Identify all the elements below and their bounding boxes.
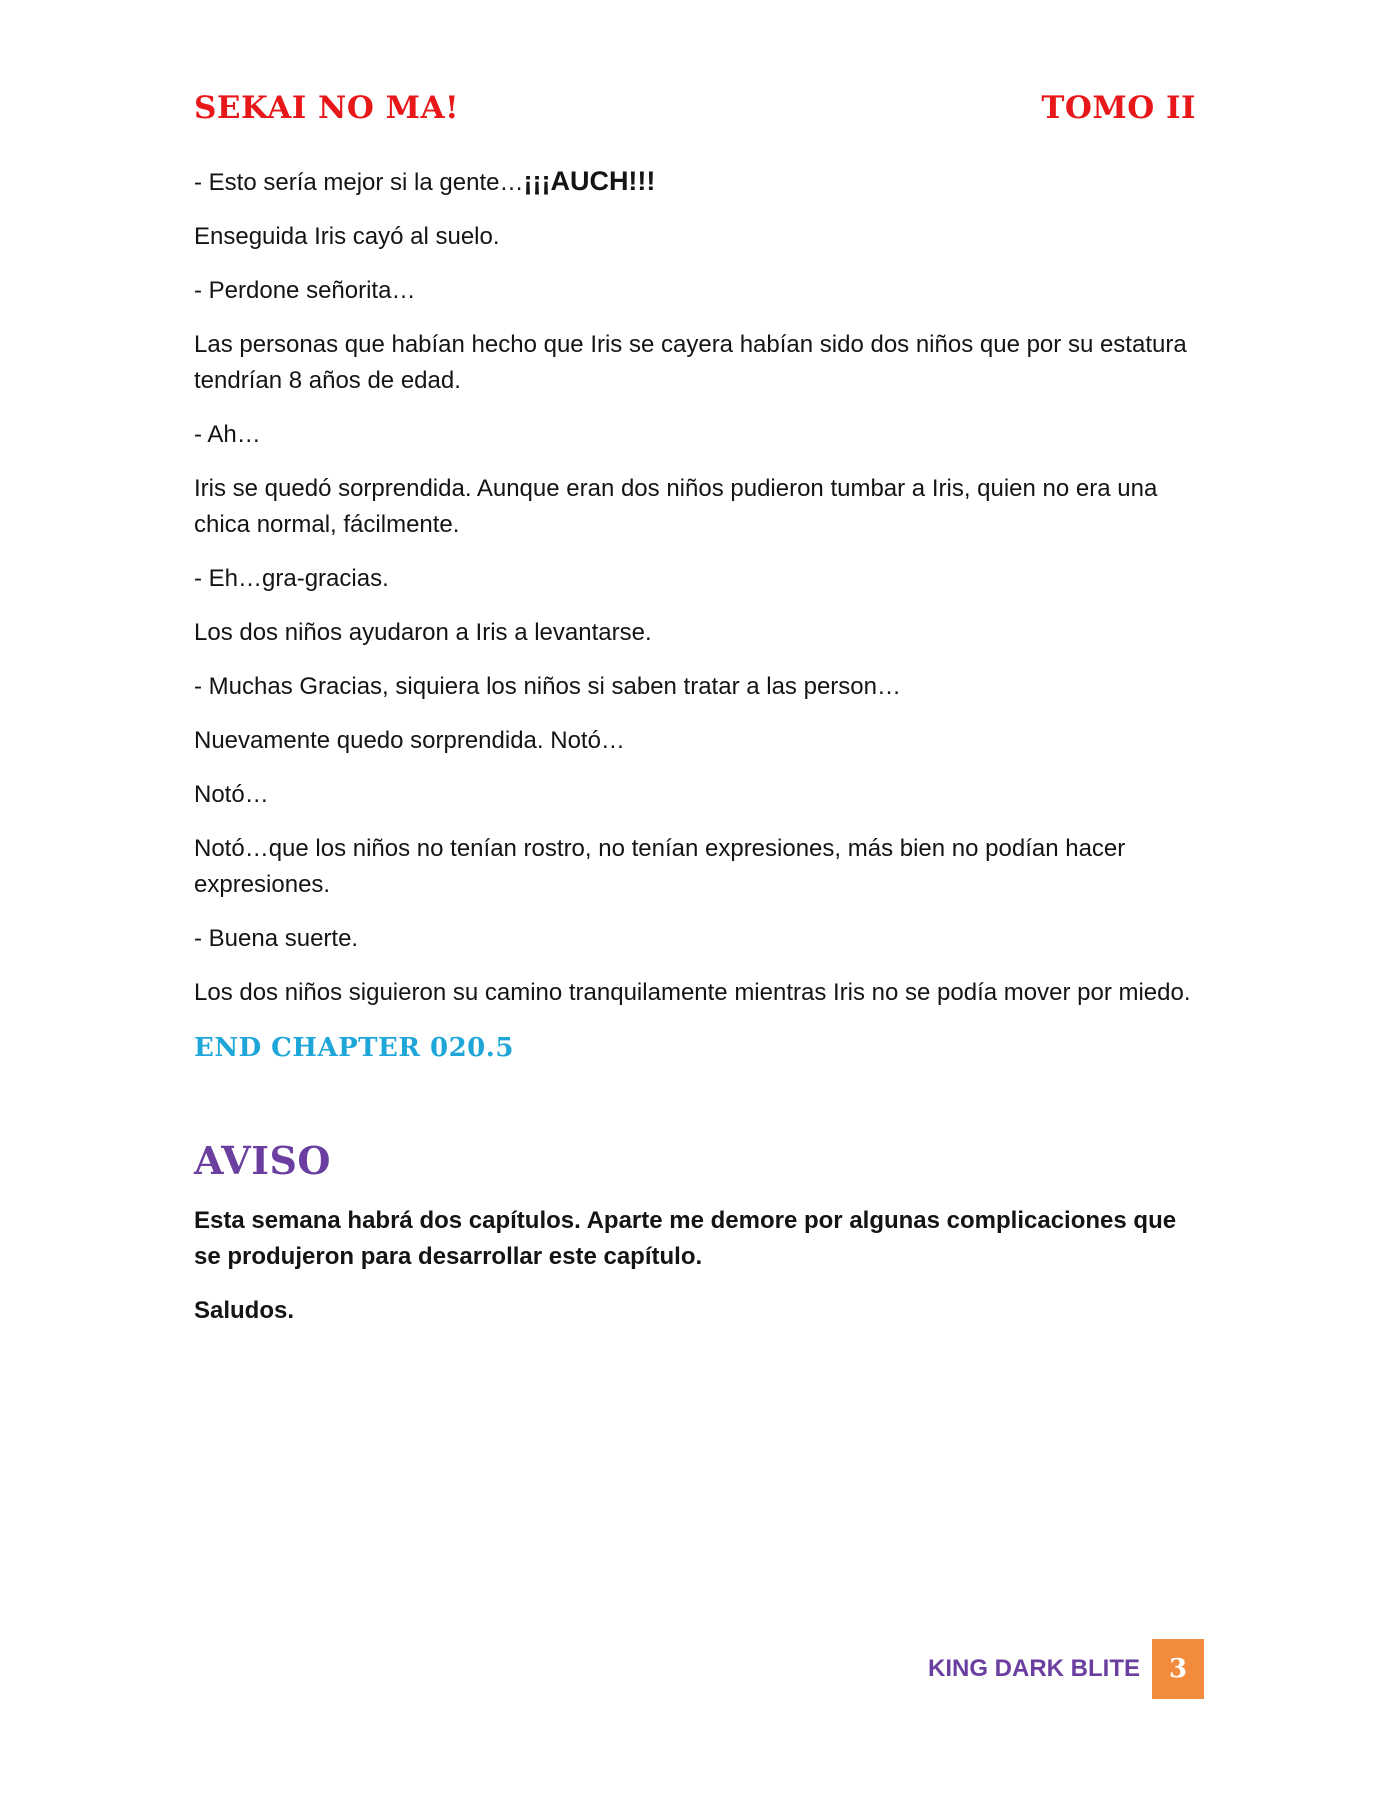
book-title: SEKAI NO MA! bbox=[194, 90, 460, 126]
paragraph: - Perdone señorita… bbox=[194, 277, 416, 304]
paragraph: - Buena suerte. bbox=[194, 925, 359, 952]
paragraph: Notó… bbox=[194, 781, 269, 808]
notice-paragraph: Esta semana habrá dos capítulos. Aparte me demore por algunas complicaciones que se produjeron para desarrollar este capítulo. bbox=[194, 1207, 1177, 1270]
page-footer bbox=[930, 1639, 1204, 1699]
page-content bbox=[194, 163, 1204, 1347]
paragraph: - Ah… bbox=[194, 421, 261, 448]
shout-text: ¡¡¡AUCH!!! bbox=[523, 166, 656, 196]
paragraph: Enseguida Iris cayó al suelo. bbox=[194, 223, 500, 250]
paragraph bbox=[194, 163, 1204, 201]
end-chapter-heading: END CHAPTER 020.5 bbox=[194, 1033, 514, 1063]
page-header bbox=[194, 86, 1196, 136]
volume-label: TOMO II bbox=[1041, 90, 1196, 126]
paragraph: Nuevamente quedo sorprendida. Notó… bbox=[194, 727, 625, 754]
paragraph: Las personas que habían hecho que Iris se cayera habían sido dos niños que por su estatura tendrían 8 años de edad. bbox=[194, 331, 1187, 394]
paragraph: Notó…que los niños no tenían rostro, no tenían expresiones, más bien no podían hacer expresiones. bbox=[194, 835, 1126, 898]
page-number-badge: 3 bbox=[1152, 1639, 1204, 1699]
paragraph: Iris se quedó sorprendida. Aunque eran dos niños pudieron tumbar a Iris, quien no era una chica normal, fácilmente. bbox=[194, 475, 1158, 538]
footer-author: KING DARK BLITE bbox=[928, 1655, 1140, 1682]
notice-signoff: Saludos. bbox=[194, 1297, 295, 1324]
paragraph: - Eh…gra-gracias. bbox=[194, 565, 389, 592]
paragraph: - Muchas Gracias, siquiera los niños si saben tratar a las person… bbox=[194, 673, 901, 700]
paragraph-text: - Esto sería mejor si la gente… bbox=[194, 169, 524, 196]
paragraph: Los dos niños siguieron su camino tranquilamente mientras Iris no se podía mover por miedo. bbox=[194, 979, 1191, 1006]
paragraph: Los dos niños ayudaron a Iris a levantarse. bbox=[194, 619, 652, 646]
notice-heading: AVISO bbox=[194, 1138, 332, 1183]
